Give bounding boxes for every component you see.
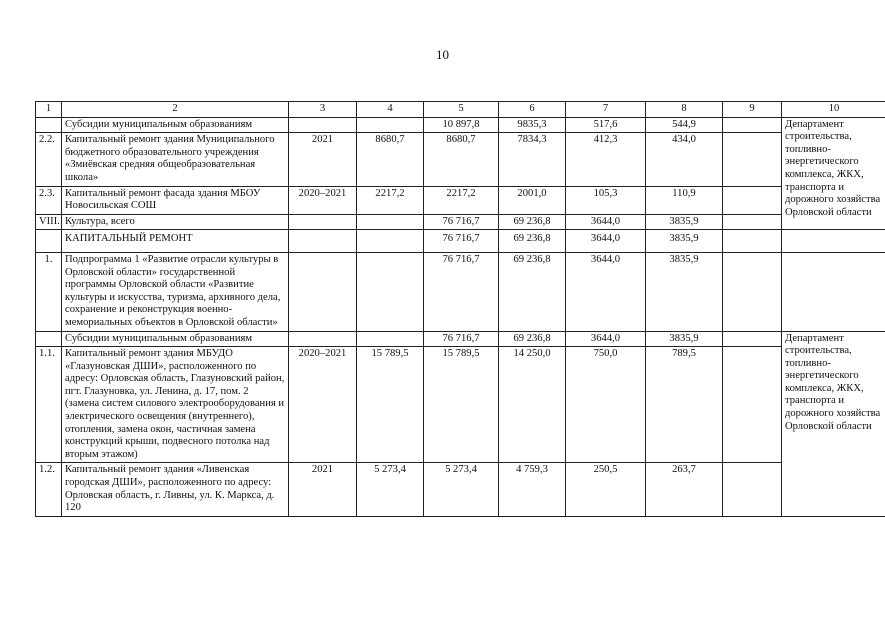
- period-cell: [289, 230, 357, 253]
- federal-cell: 14 250,0: [499, 347, 566, 463]
- row-number-cell: [36, 331, 62, 347]
- cost-cell: [357, 252, 424, 331]
- extra-cell: [723, 347, 782, 463]
- total-cell: 76 716,7: [424, 331, 499, 347]
- name-cell: Субсидии муниципальным образованиям: [62, 331, 289, 347]
- table-header-row: [36, 102, 885, 118]
- row-number-cell: [36, 117, 62, 133]
- cost-cell: 8680,7: [357, 133, 424, 186]
- cost-cell: 5 273,4: [357, 463, 424, 516]
- regional-cell: 3644,0: [566, 214, 646, 230]
- regional-cell: 750,0: [566, 347, 646, 463]
- local-cell: 263,7: [646, 463, 723, 516]
- extra-cell: [723, 463, 782, 516]
- row-number-cell: 2.3.: [36, 186, 62, 214]
- table-row: [36, 331, 885, 347]
- name-cell: Капитальный ремонт здания Муниципального бюджетного образовательного учреждения «Змиёвская средняя общеобразовательная школа»: [62, 133, 289, 186]
- local-cell: 3835,9: [646, 331, 723, 347]
- cost-cell: [357, 230, 424, 253]
- header-cell: 5: [424, 102, 499, 118]
- table-row: [36, 133, 885, 186]
- table-row: [36, 230, 885, 253]
- federal-cell: 69 236,8: [499, 331, 566, 347]
- name-cell: Капитальный ремонт фасада здания МБОУ Новосильская СОШ: [62, 186, 289, 214]
- extra-cell: [723, 133, 782, 186]
- total-cell: 8680,7: [424, 133, 499, 186]
- local-cell: 3835,9: [646, 252, 723, 331]
- local-cell: 789,5: [646, 347, 723, 463]
- cost-cell: [357, 117, 424, 133]
- budget-table: [35, 101, 885, 517]
- period-cell: [289, 252, 357, 331]
- federal-cell: 69 236,8: [499, 252, 566, 331]
- local-cell: 3835,9: [646, 214, 723, 230]
- federal-cell: 4 759,3: [499, 463, 566, 516]
- header-cell: 7: [566, 102, 646, 118]
- period-cell: 2020–2021: [289, 347, 357, 463]
- total-cell: 2217,2: [424, 186, 499, 214]
- regional-cell: 3644,0: [566, 252, 646, 331]
- row-number-cell: [36, 230, 62, 253]
- federal-cell: 69 236,8: [499, 214, 566, 230]
- cost-cell: [357, 331, 424, 347]
- regional-cell: 517,6: [566, 117, 646, 133]
- table-row: [36, 347, 885, 463]
- extra-cell: [723, 331, 782, 347]
- local-cell: 110,9: [646, 186, 723, 214]
- period-cell: 2020–2021: [289, 186, 357, 214]
- table-row: [36, 117, 885, 133]
- local-cell: 3835,9: [646, 230, 723, 253]
- name-cell: Культура, всего: [62, 214, 289, 230]
- federal-cell: 7834,3: [499, 133, 566, 186]
- header-cell: 3: [289, 102, 357, 118]
- name-cell: Капитальный ремонт здания «Ливенская городская ДШИ», расположенного по адресу: Орловская область, г. Ливны, ул. К. Маркса, д. 120: [62, 463, 289, 516]
- name-cell: КАПИТАЛЬНЫЙ РЕМОНТ: [62, 230, 289, 253]
- regional-cell: 3644,0: [566, 230, 646, 253]
- row-number-cell: VIII.: [36, 214, 62, 230]
- local-cell: 434,0: [646, 133, 723, 186]
- federal-cell: 69 236,8: [499, 230, 566, 253]
- header-cell: 9: [723, 102, 782, 118]
- header-cell: 4: [357, 102, 424, 118]
- regional-cell: 412,3: [566, 133, 646, 186]
- extra-cell: [723, 117, 782, 133]
- cost-cell: 15 789,5: [357, 347, 424, 463]
- total-cell: 10 897,8: [424, 117, 499, 133]
- row-number-cell: 1.1.: [36, 347, 62, 463]
- name-cell: Подпрограмма 1 «Развитие отрасли культуры в Орловской области» государственной программы Орловской области «Развитие культуры и искусства, туризма, архивного дела, сохранение и реконструкция военно-мемориальных объектов в Орловской области»: [62, 252, 289, 331]
- period-cell: [289, 214, 357, 230]
- period-cell: 2021: [289, 133, 357, 186]
- department-cell-empty: [782, 252, 885, 331]
- regional-cell: 3644,0: [566, 331, 646, 347]
- page-number: 10: [436, 47, 449, 62]
- department-cell: Департамент строительства, топливно-энергетического комплекса, ЖКХ, транспорта и дорожного хозяйства Орловской области: [782, 117, 885, 230]
- header-cell: 6: [499, 102, 566, 118]
- federal-cell: 2001,0: [499, 186, 566, 214]
- period-cell: [289, 117, 357, 133]
- total-cell: 76 716,7: [424, 252, 499, 331]
- table-row: [36, 252, 885, 331]
- header-cell: 2: [62, 102, 289, 118]
- local-cell: 544,9: [646, 117, 723, 133]
- department-cell-empty: [782, 230, 885, 253]
- row-number-cell: 1.: [36, 252, 62, 331]
- header-cell: 8: [646, 102, 723, 118]
- cost-cell: 2217,2: [357, 186, 424, 214]
- period-cell: [289, 331, 357, 347]
- extra-cell: [723, 252, 782, 331]
- extra-cell: [723, 186, 782, 214]
- total-cell: 76 716,7: [424, 214, 499, 230]
- total-cell: 5 273,4: [424, 463, 499, 516]
- extra-cell: [723, 230, 782, 253]
- table-row: [36, 214, 885, 230]
- name-cell: Субсидии муниципальным образованиям: [62, 117, 289, 133]
- total-cell: 15 789,5: [424, 347, 499, 463]
- regional-cell: 250,5: [566, 463, 646, 516]
- name-cell: Капитальный ремонт здания МБУДО «Глазуновская ДШИ», расположенного по адресу: Орловская область, Глазуновский район, пгт. Глазуновка, ул. Ленина, д. 17, пом. 2 (замена систем силового электрооборудования и электрического освещения (внутреннего), отопления, замена окон, частичная замена конструкций крыши, подвесного потолка над вторым этажом): [62, 347, 289, 463]
- federal-cell: 9835,3: [499, 117, 566, 133]
- cost-cell: [357, 214, 424, 230]
- table-row: [36, 463, 885, 516]
- extra-cell: [723, 214, 782, 230]
- total-cell: 76 716,7: [424, 230, 499, 253]
- header-cell: 1: [36, 102, 62, 118]
- department-cell: Департамент строительства, топливно-энергетического комплекса, ЖКХ, транспорта и дорожного хозяйства Орловской области: [782, 331, 885, 516]
- regional-cell: 105,3: [566, 186, 646, 214]
- period-cell: 2021: [289, 463, 357, 516]
- header-cell: 10: [782, 102, 885, 118]
- row-number-cell: 1.2.: [36, 463, 62, 516]
- row-number-cell: 2.2.: [36, 133, 62, 186]
- table-row: [36, 186, 885, 214]
